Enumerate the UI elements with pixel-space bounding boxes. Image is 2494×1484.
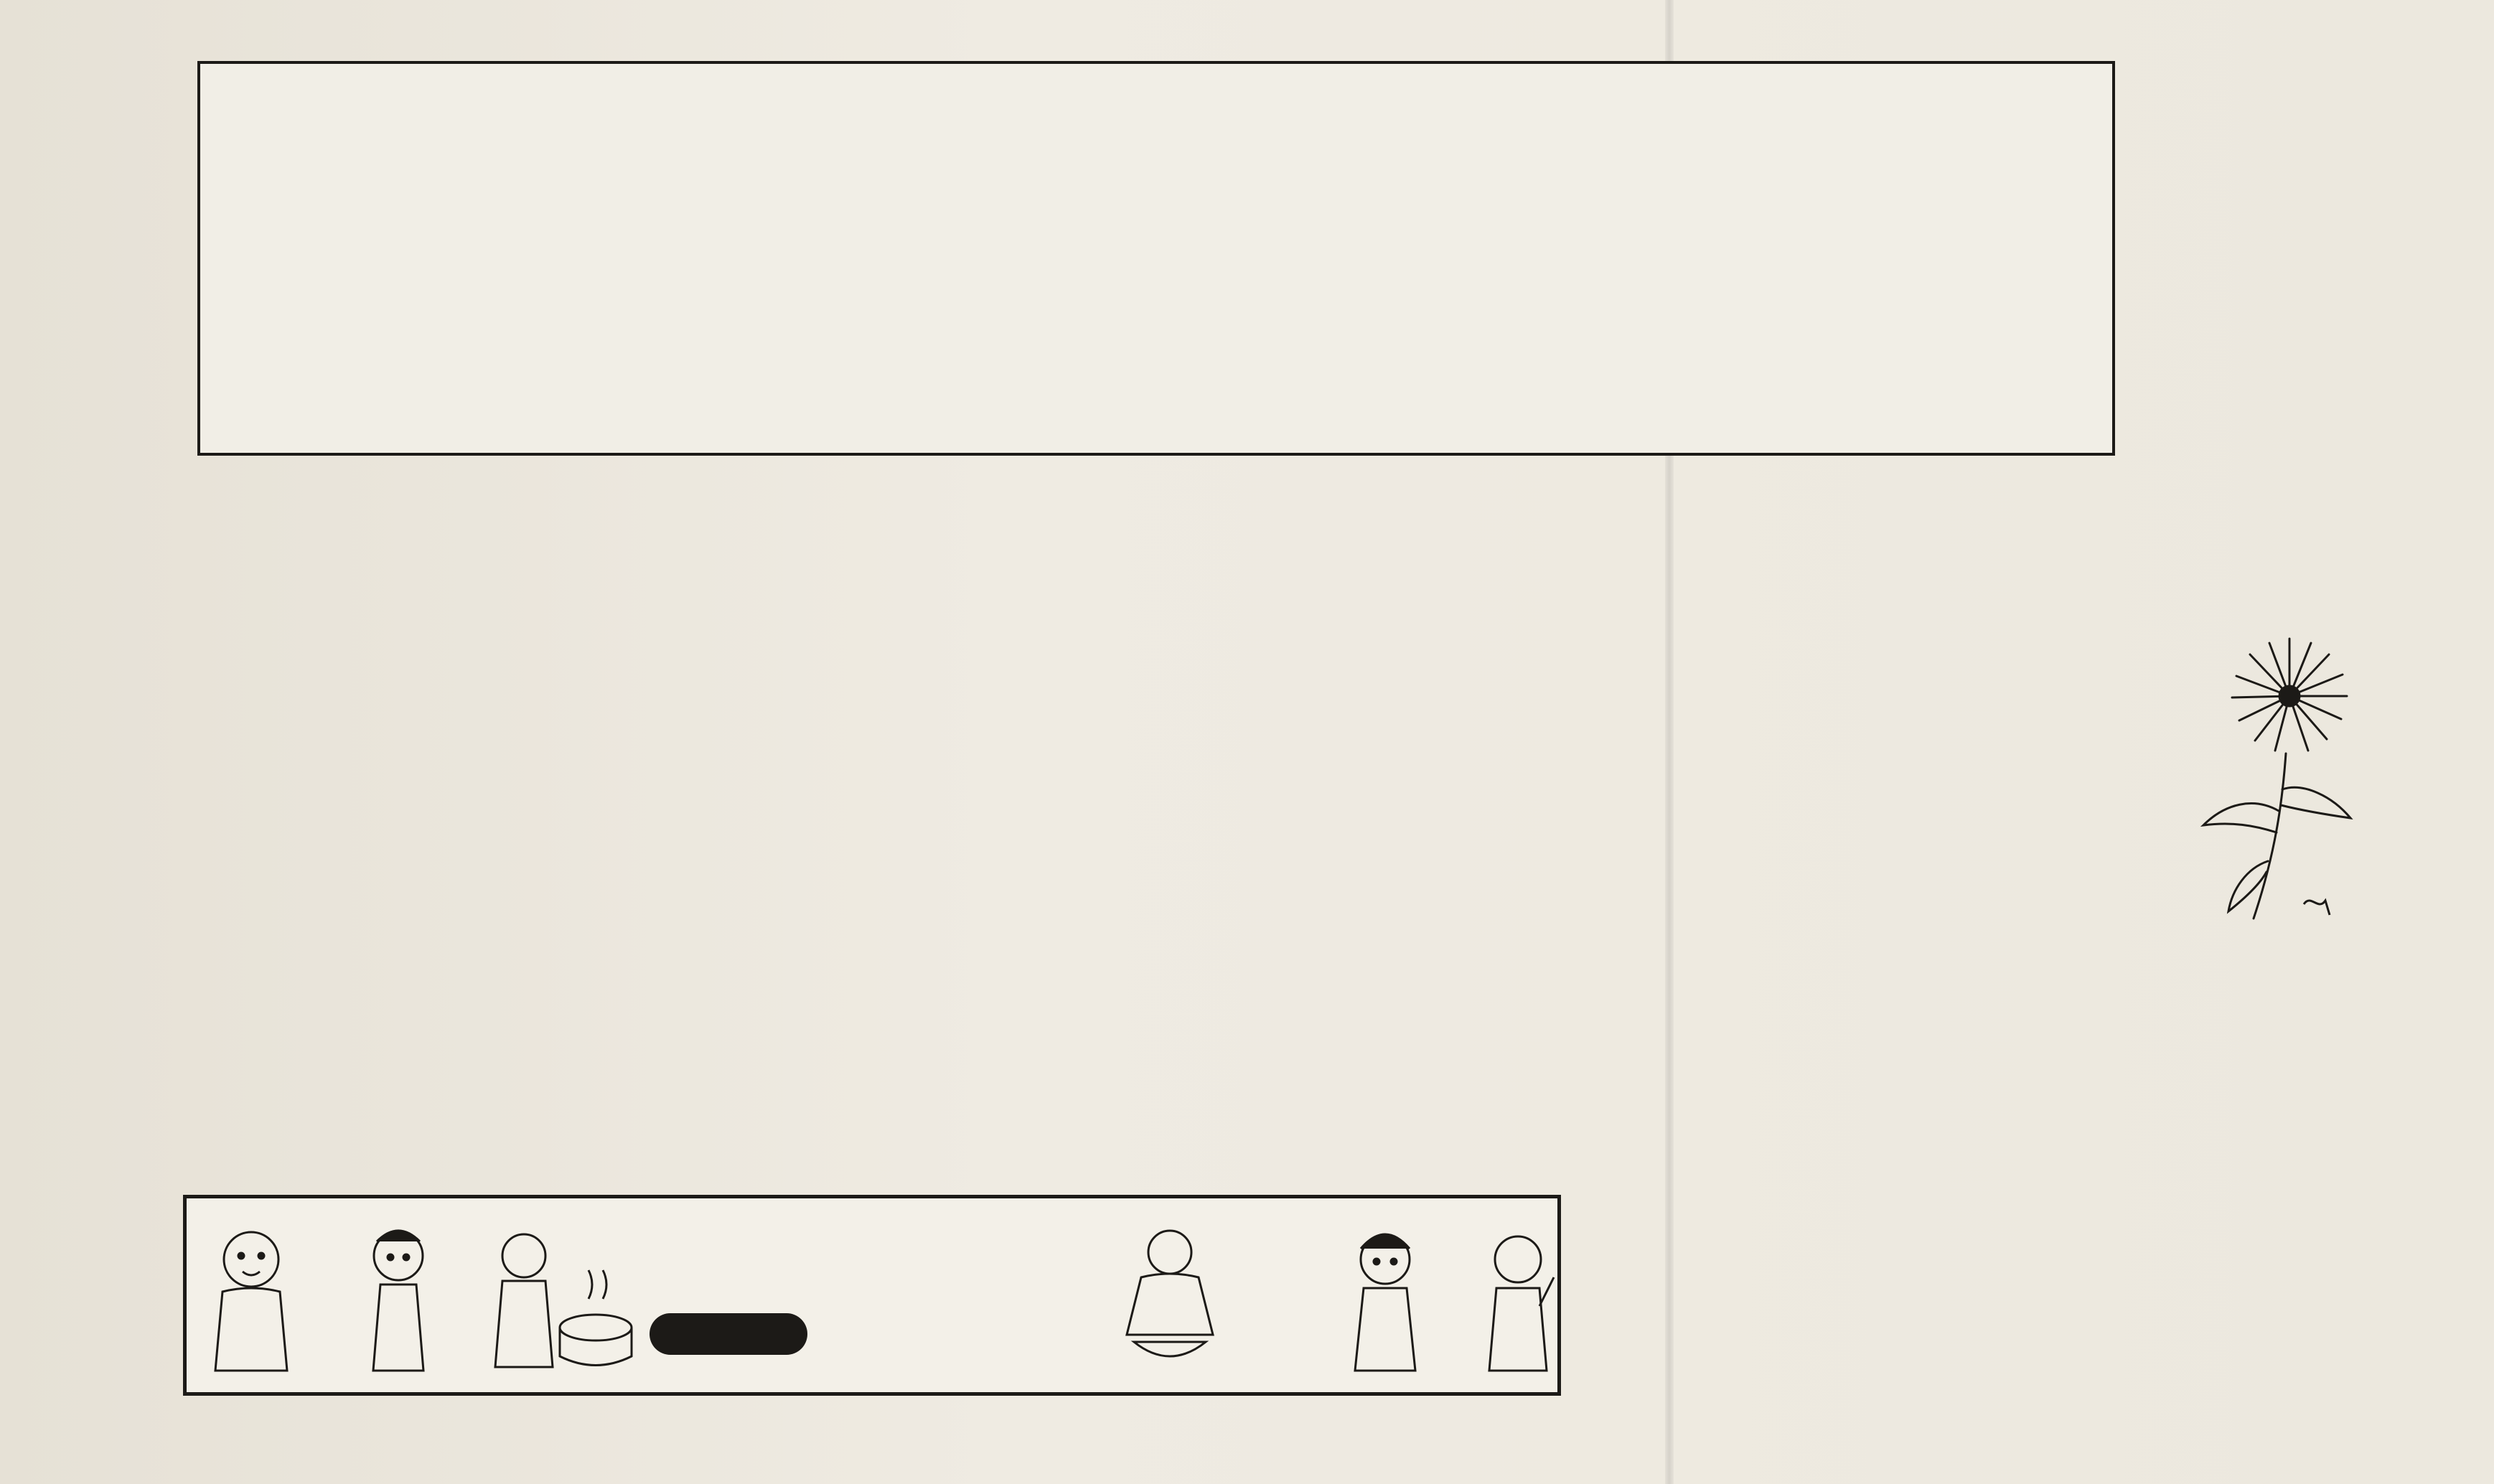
title-block — [2189, 108, 2447, 553]
ad-figure-boy-icon — [352, 1220, 445, 1385]
ad-figure-girl-icon — [1335, 1220, 1435, 1385]
footer-note — [2146, 1306, 2476, 1335]
ad-vitamin-badge — [650, 1313, 807, 1355]
chrysanthemum-illustration — [2196, 617, 2376, 947]
ad-figure-child-icon — [201, 1220, 301, 1385]
ad-figure-cook-pot-icon — [481, 1220, 639, 1385]
recipes-lower-block — [190, 832, 2114, 1170]
credits — [2164, 1062, 2465, 1081]
ad-figure-elder-icon — [1478, 1220, 1557, 1385]
dinner-calendar-table — [197, 61, 2115, 456]
menu-column — [1579, 1184, 2124, 1399]
ad-figure-woman-bowl-icon — [1091, 1220, 1249, 1385]
miso-advertisement — [183, 1195, 1561, 1396]
recipes-upper-block — [190, 488, 2114, 797]
